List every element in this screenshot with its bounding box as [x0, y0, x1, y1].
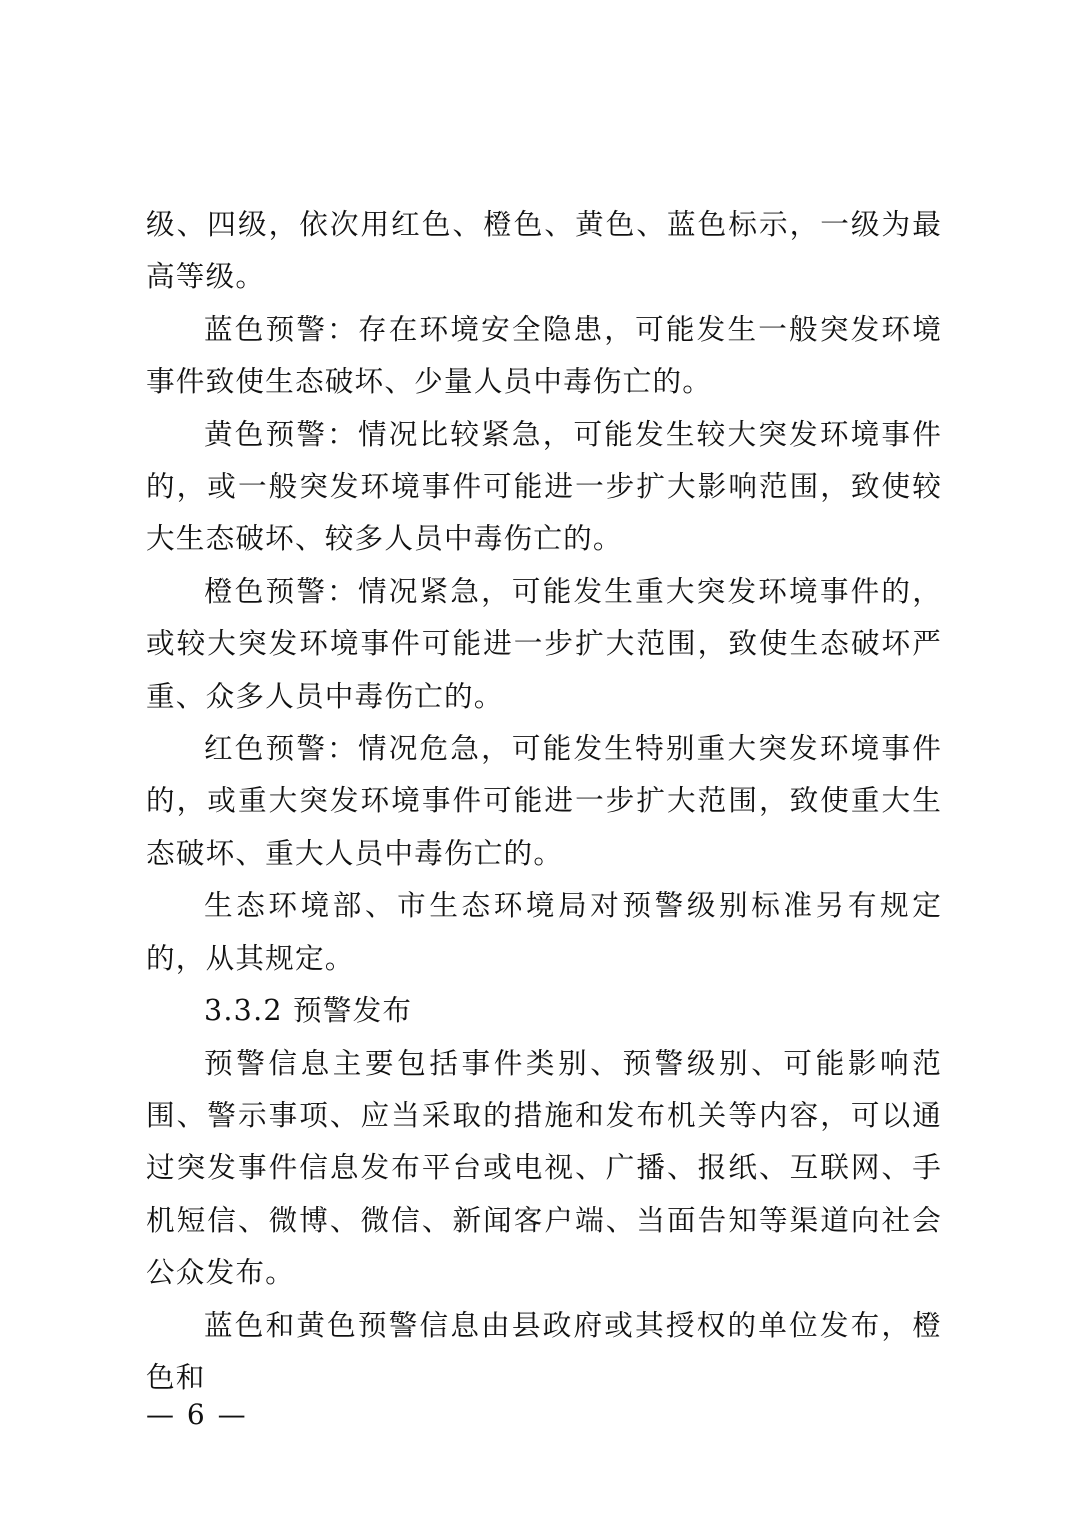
- paragraph-other-standards: 生态环境部、市生态环境局对预警级别标准另有规定的，从其规定。: [146, 888, 942, 975]
- paragraph-red-warning: 红色预警：情况危急，可能发生特别重大突发环境事件的，或重大突发环境事件可能进一步扩大范围，致使重大生态破坏、重大人员中毒伤亡的。: [146, 731, 942, 870]
- page-number: — 6 —: [146, 1398, 248, 1431]
- paragraph-level-colors: 级、四级，依次用红色、橙色、黄色、蓝色标示，一级为最高等级。: [146, 207, 942, 294]
- paragraph-blue-warning: 蓝色预警：存在环境安全隐患，可能发生一般突发环境事件致使生态破坏、少量人员中毒伤亡的。: [146, 311, 942, 399]
- page-body: [146, 198, 942, 1403]
- paragraph-warning-content: 预警信息主要包括事件类别、预警级别、可能影响范围、警示事项、应当采取的措施和发布机关等内容，可以通过突发事件信息发布平台或电视、广播、报纸、互联网、手机短信、微博、微信、新闻客户端、当面告知等渠道向社会公众发布。: [146, 1045, 942, 1290]
- paragraph-orange-warning: 橙色预警：情况紧急，可能发生重大突发环境事件的，或较大突发环境事件可能进一步扩大范围，致使生态破坏严重、众多人员中毒伤亡的。: [146, 573, 942, 713]
- section-heading-3-3-2: 3.3.2 预警发布: [204, 993, 413, 1028]
- paragraph-yellow-warning: 黄色预警：情况比较紧急，可能发生较大突发环境事件的，或一般突发环境事件可能进一步扩大影响范围，致使较大生态破坏、较多人员中毒伤亡的。: [146, 416, 942, 556]
- paragraph-warning-release: 蓝色和黄色预警信息由县政府或其授权的单位发布，橙色和: [146, 1307, 942, 1394]
